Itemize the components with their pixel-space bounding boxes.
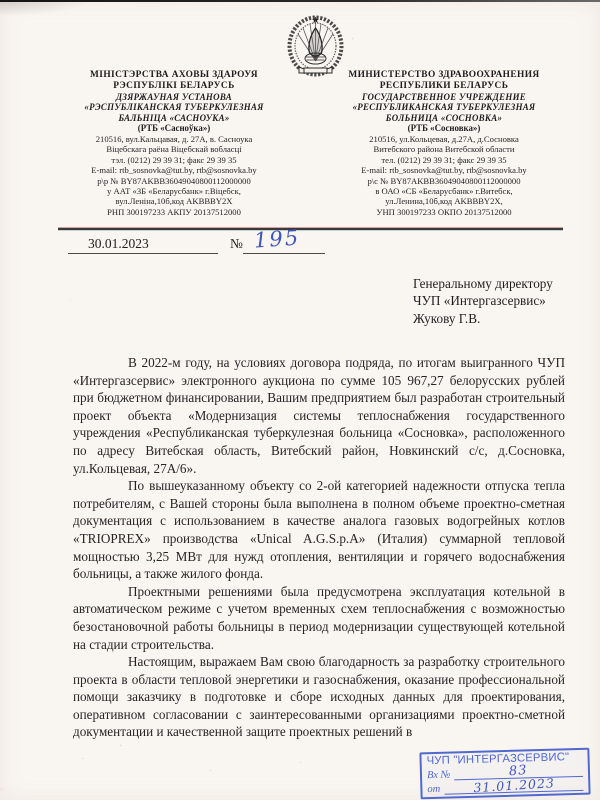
stamp-in-label: Вх №: [426, 769, 451, 782]
letterhead-line: E-mail: rtb_sosnovka@tut.by, rtb@sosnovka.by: [361, 165, 527, 176]
letterhead-russian: [318, 70, 570, 217]
number-underline: [243, 253, 325, 254]
letterhead-line: РЕСПУБЛИКИ БЕЛАРУСЬ: [379, 80, 509, 91]
letterhead-line: тэл. (0212) 29 39 31; факс 29 39 35: [111, 154, 237, 165]
letterhead-line: Витебского района Витебской области: [373, 144, 515, 155]
handwritten-letter-number: 195: [253, 225, 301, 253]
body-paragraph: Проектными решениями была предусмотрена эксплуатация котельной в автоматическом режиме с учетом временных схем теплоснабжения с возможностью безостановочной работы больницы в период модернизации существующей котельной на стадии строительства.: [73, 583, 565, 652]
stamp-date-row: [427, 777, 583, 795]
letterhead-line: р\р № BY87AKBB36049040800112000000: [97, 175, 251, 186]
body-paragraph: Настоящим, выражаем Вам свою благодарность за разработку строительного проекта в области тепловой энергетики и газоснабжения, оказание профессиональной помощи заказчику в подготовке и сборе исходных данных для проектирования, оперативном согласовании с заинтересованными организациями проектно-сметной документации и качественной защите проектных решений в: [73, 654, 565, 740]
letterhead-line: р\с № BY87AKBB36049040800112000000: [367, 175, 521, 186]
body-paragraph: По вышеуказанному объекту со 2-ой категорией надежности отпуска тепла потребителям, с Вашей стороны была выполнена в полном объеме проектно-сметная документация с использованием в качестве аналога газовых водогрейных котлов «TRIOPREX» производства «Unical A.G.S.p.A» (Италия) суммарной тепловой мощностью 3,25 МВт для нужд отопления, вентиляции и горячего водоснабжения больницы, а также жилого фонда.: [73, 478, 565, 582]
letterhead-line: E-mail: rtb_sosnovka@tut.by, rtb@sosnovka.by: [91, 165, 257, 176]
incoming-mail-stamp: [419, 748, 590, 800]
letterhead-line: РЭСПУБЛІКІ БЕЛАРУСЬ: [113, 80, 235, 91]
letterhead-line: 210516, ул.Кольцевая, д.27А, д.Сосновка: [369, 133, 519, 144]
letterhead-line: МИНИСТЕРСТВО ЗДРАВООХРАНЕНИЯ: [348, 70, 540, 80]
scan-smudge: [0, 2, 90, 16]
letterhead-line: МІНІСТЭРСТВА АХОВЫ ЗДАРОУЯ: [90, 70, 258, 80]
recipient-line: Генеральному директору: [413, 276, 553, 291]
belarus-coat-of-arms-icon: [287, 15, 344, 77]
letterhead-line: Віцебскага раёна Віцебскай вобласці: [106, 144, 242, 155]
recipient-line: Жукову Г.В.: [413, 310, 481, 326]
date-underline: [68, 253, 218, 254]
handwritten-incoming-number: 83: [508, 762, 529, 780]
letterhead-line: (РТБ «Сасноўка»): [137, 123, 211, 134]
letterhead-line: у ААТ «ЗБ «Беларусбанк» г.Віцебск,: [107, 186, 241, 196]
letterhead-line: РНП 300197233 АКПУ 20137512000: [107, 206, 241, 217]
letterhead-line: «РЭСПУБЛІКАНСКАЯ ТУБЕРКУЛЕЗНАЯ: [84, 102, 264, 113]
recipient-line: ЧУП «Интергазсервис»: [413, 293, 546, 309]
stamp-date-underline: [444, 772, 584, 795]
stamp-organization: ЧУП "ИНТЕРГАЗСЕРВИС": [426, 751, 570, 768]
letterhead-line: в ОАО «СБ «Беларусбанк» г.Витебск,: [375, 186, 513, 196]
letterhead-line: 210516, вул.Кальцавая, д. 27А, в. Сасноука: [95, 133, 253, 144]
letterhead-line: БАЛЬНІЦА «САСНОУКА»: [118, 112, 230, 123]
paper-speckles: [0, 0, 1, 1]
letterhead-line: (РТБ «Сосновка»): [407, 123, 481, 134]
header-divider-line: [58, 228, 563, 230]
letter-body: [73, 354, 565, 741]
letterhead-line: вул.Леніна,10б,код AKBBBY2X: [115, 196, 233, 207]
letterhead-line: БОЛЬНИЦА «СОСНОВКА»: [385, 112, 503, 123]
letterhead-line: УНП 300197233 ОКПО 20137512000: [376, 206, 512, 217]
handwritten-stamp-date: 31.01.2023: [472, 775, 555, 796]
body-paragraph: В 2022-м году, на условиях договора подряда, по итогам выигранного ЧУП «Интергазсервис» электронного аукциона по сумме 105 967,27 белорусских рублей при бюджетном финансировании, Вашим предприятием был разработан строительный проект объекта «Модернизация системы теплоснабжения государственного учреждения «Республиканская туберкулезная больница «Сосновка», расположенного по адресу Витебская область, Витебский район, Новкинский с/с, д.Сосновка, ул.Кольцевая, 27А/6».: [73, 355, 565, 476]
letter-date: 30.01.2023: [88, 236, 149, 251]
letterhead-line: «РЕСПУБЛИКАНСКАЯ ТУБЕРКУЛЕЗНАЯ: [352, 102, 536, 113]
scan-edge-artifact: [0, 0, 600, 2]
letterhead-belarusian: [48, 70, 300, 217]
recipient-block: [413, 275, 553, 327]
letterhead-line: ул.Ленина,10б,код AKBBBY2X,: [385, 196, 503, 207]
letterhead-line: ДЗЯРЖАУНАЯ УСТАНОВА: [116, 91, 232, 102]
letterhead-line: ГОСУДАРСТВЕННОЕ УЧРЕЖДЕНИЕ: [361, 91, 527, 102]
letterhead-line: тел. (0212) 29 39 31; факс 29 39 35: [381, 154, 507, 165]
stamp-date-label: от: [427, 783, 441, 796]
number-sign: №: [230, 236, 243, 251]
